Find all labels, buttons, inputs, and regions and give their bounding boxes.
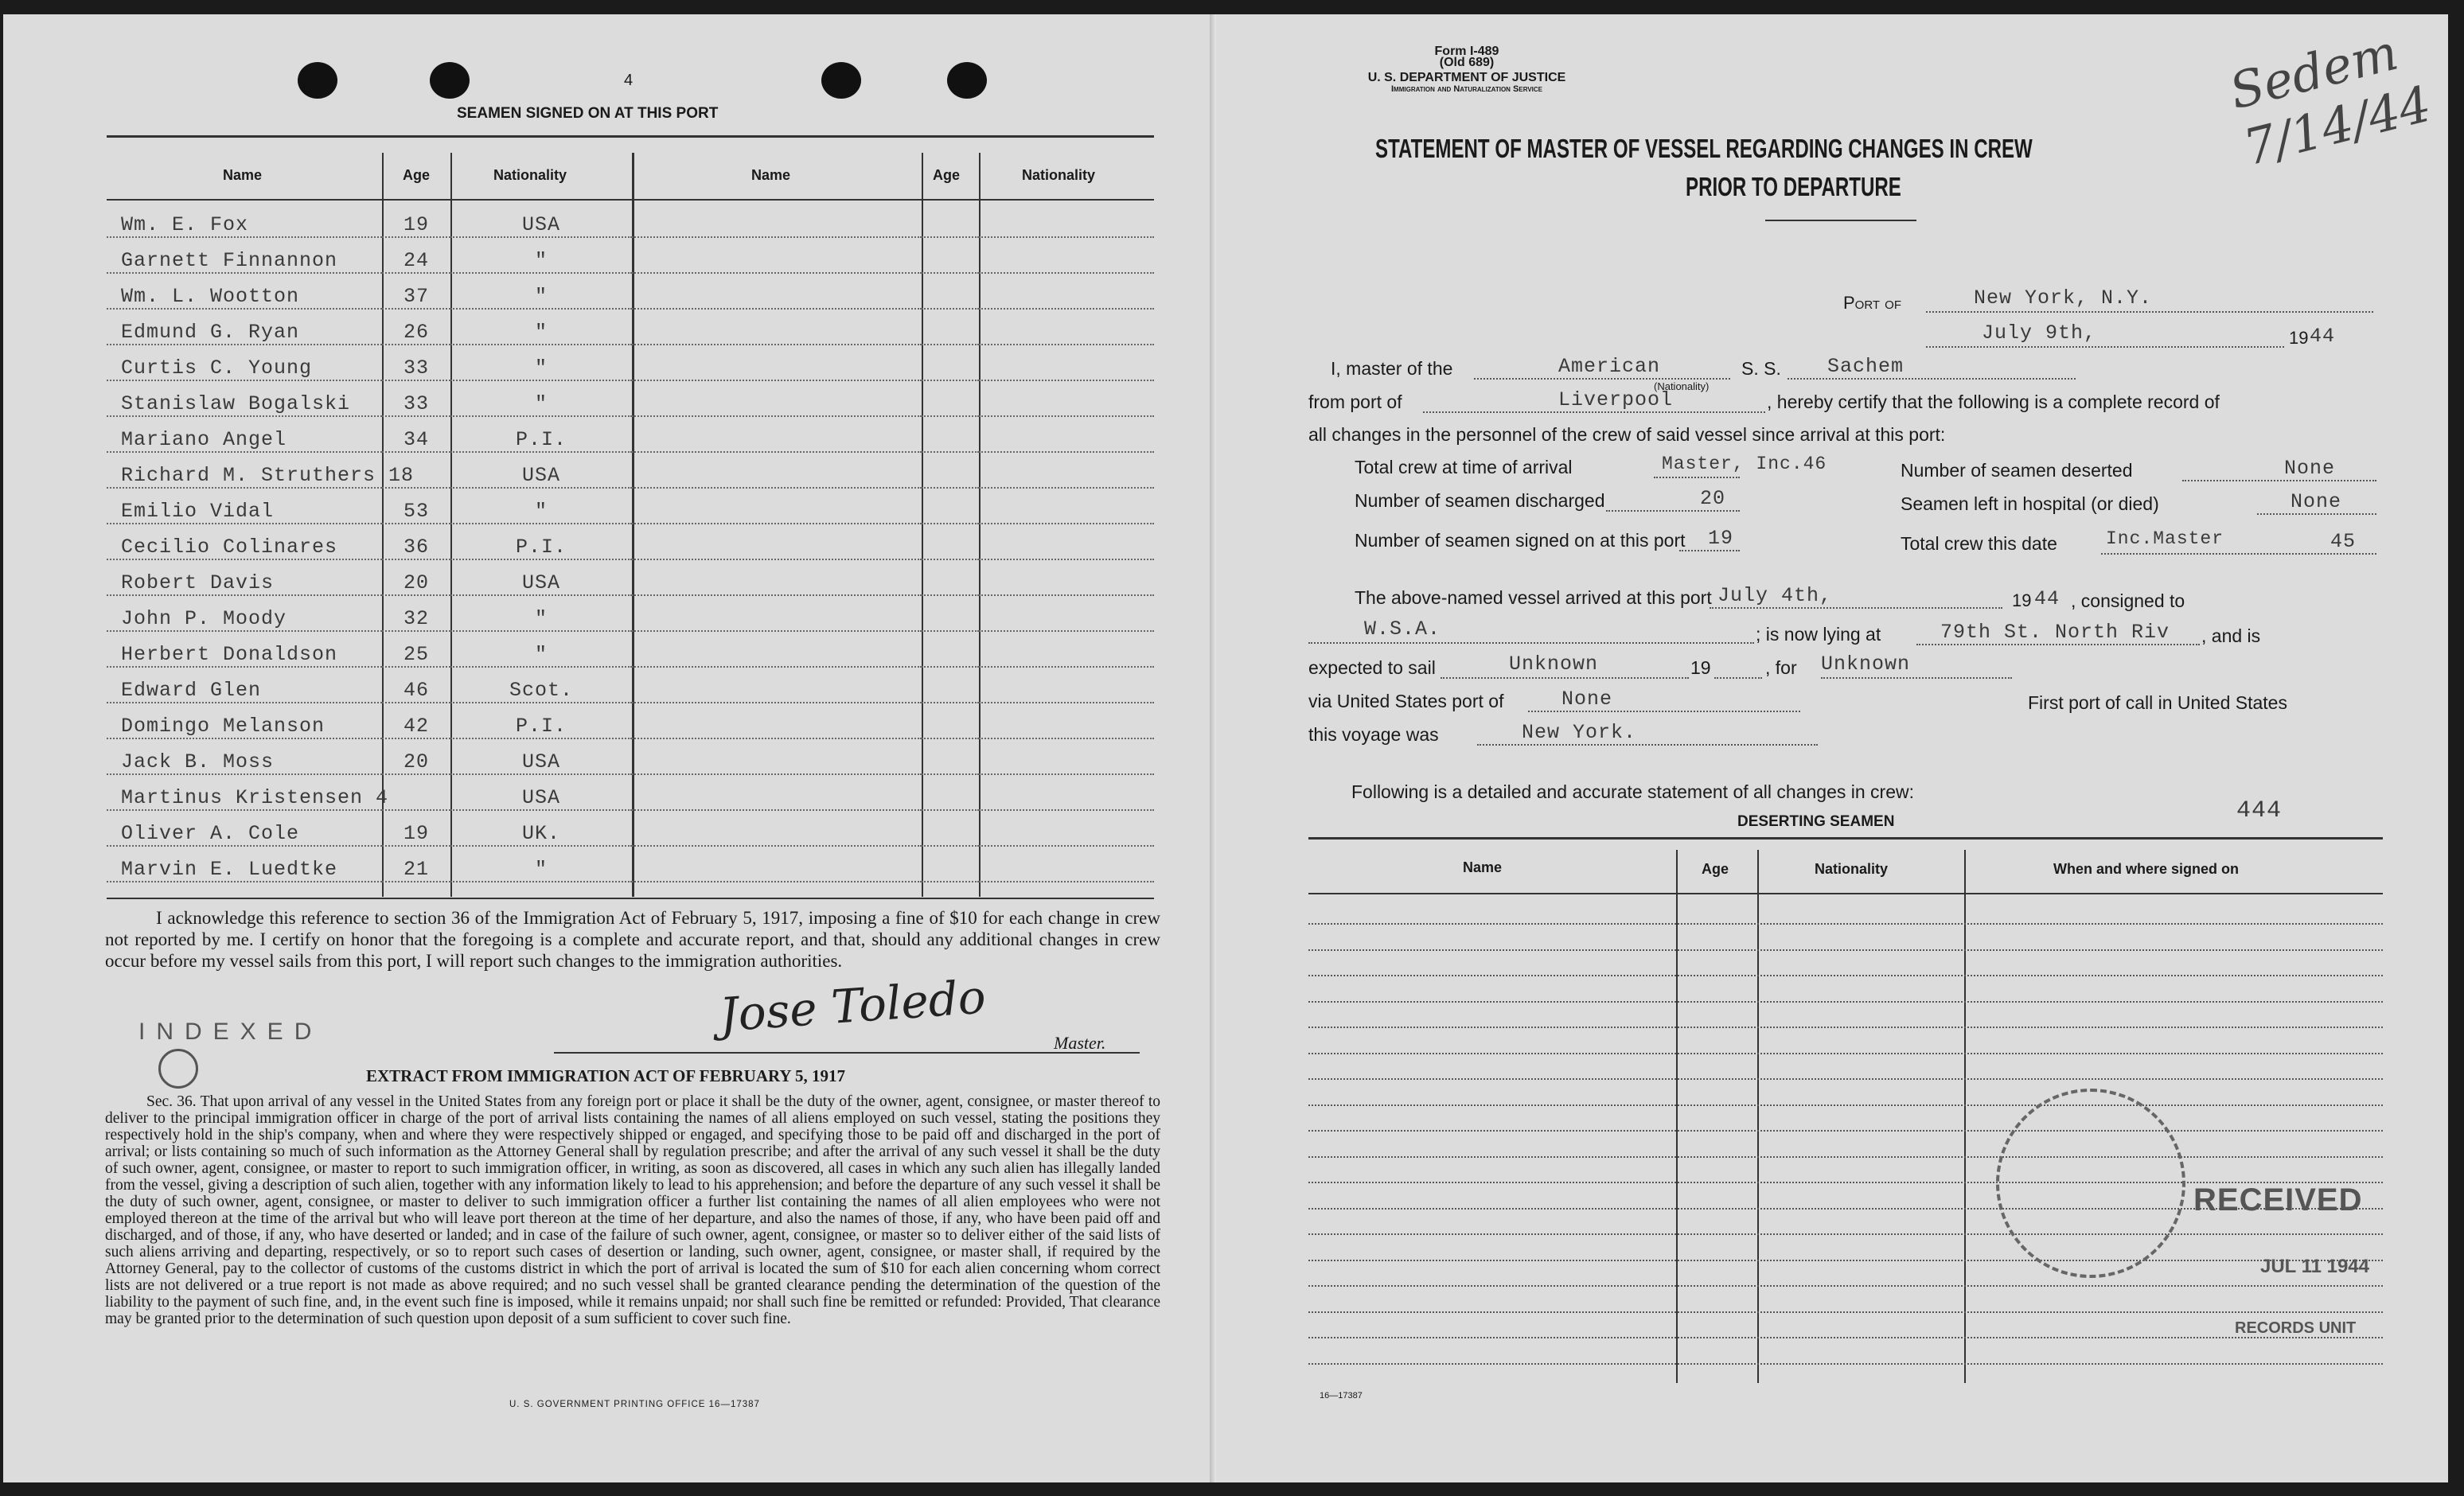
crew-name: Martinus Kristensen 4 xyxy=(107,774,382,810)
table-row xyxy=(107,667,1154,703)
extract-title: EXTRACT FROM IMMIGRATION ACT OF FEBRUARY 5, 1917 xyxy=(366,1066,846,1085)
crew-nationality: " xyxy=(450,380,632,416)
via-label: via United States port of xyxy=(1308,691,1504,711)
total-today-label: Total crew this date xyxy=(1901,533,2057,554)
empty-cell xyxy=(979,703,1154,738)
empty-cell xyxy=(922,380,979,416)
empty-cell xyxy=(922,416,979,452)
department-name: U. S. DEPARTMENT OF JUSTICE xyxy=(1367,71,1566,84)
expected-year-prefix: 19 xyxy=(1690,657,1711,678)
deserting-header-signed-on: When and where signed on xyxy=(2053,861,2240,877)
crew-nationality: USA xyxy=(450,738,632,774)
crew-name: Jack B. Moss xyxy=(107,738,382,774)
deserting-row-line xyxy=(1308,949,2383,951)
deserting-col-divider xyxy=(1676,850,1678,1383)
crew-age: 53 xyxy=(382,488,450,524)
empty-cell xyxy=(922,703,979,738)
page-number: 4 xyxy=(624,72,634,89)
table-row xyxy=(107,846,1154,882)
crew-nationality: UK. xyxy=(450,810,632,846)
punch-hole xyxy=(430,62,470,99)
lying-line xyxy=(1916,644,2200,645)
arrived-value: July 4th, xyxy=(1717,584,1833,607)
crew-nationality: Scot. xyxy=(450,667,632,703)
crew-nationality: " xyxy=(450,595,632,631)
consigned-label: , consigned to xyxy=(2071,590,2185,611)
crew-name: Wm. L. Wootton xyxy=(107,273,382,309)
table-row xyxy=(107,488,1154,524)
form-header xyxy=(1399,46,1534,68)
crew-name: John P. Moody xyxy=(107,595,382,631)
empty-cell xyxy=(979,380,1154,416)
empty-cell xyxy=(979,667,1154,703)
deserting-row-line xyxy=(1308,1078,2383,1080)
table-row xyxy=(107,559,1154,595)
port-value: New York, N.Y. xyxy=(1974,286,2153,310)
voyage-label: this voyage was xyxy=(1308,724,1439,745)
nationality-value: American xyxy=(1558,355,1661,378)
service-name: Immigration and Naturalization Service xyxy=(1390,84,1542,94)
empty-cell xyxy=(979,559,1154,595)
empty-cell xyxy=(922,631,979,667)
empty-cell xyxy=(922,774,979,810)
hospital-value: None xyxy=(2291,490,2342,513)
table-bottom-rule xyxy=(107,898,1154,899)
col-header-name-2: Name xyxy=(751,167,791,183)
empty-cell xyxy=(632,559,922,595)
from-port-label: from port of xyxy=(1308,392,1402,412)
from-port-line xyxy=(1423,411,1765,413)
table-top-rule xyxy=(107,135,1154,138)
deserting-row-line xyxy=(1308,923,2383,925)
empty-cell xyxy=(922,237,979,273)
empty-cell xyxy=(632,631,922,667)
empty-cell xyxy=(922,595,979,631)
deserting-row-line xyxy=(1308,1337,2383,1338)
expected-value: Unknown xyxy=(1509,653,1599,676)
deserting-row-line xyxy=(1308,1311,2383,1313)
empty-cell xyxy=(922,846,979,882)
deserting-row-line xyxy=(1308,1156,2383,1158)
empty-cell xyxy=(632,345,922,380)
deserting-row-line xyxy=(1308,975,2383,976)
empty-cell xyxy=(922,273,979,309)
crew-nationality: " xyxy=(450,273,632,309)
deserting-col-divider xyxy=(1757,850,1759,1383)
crew-name: Marvin E. Luedtke xyxy=(107,846,382,882)
via-line xyxy=(1528,711,1800,712)
empty-cell xyxy=(632,452,922,488)
first-port-label: First port of call in United States xyxy=(2028,692,2287,713)
empty-cell xyxy=(979,452,1154,488)
via-value: None xyxy=(1561,688,1613,711)
crew-age: 25 xyxy=(382,631,450,667)
signed-on-label: Number of seamen signed on at this port xyxy=(1355,530,1686,551)
empty-cell xyxy=(979,345,1154,380)
crew-age: 20 xyxy=(382,559,450,595)
table-row xyxy=(107,202,1154,237)
table-row xyxy=(107,452,1154,488)
empty-cell xyxy=(979,774,1154,810)
empty-cell xyxy=(632,524,922,559)
total-crew-arrival-line xyxy=(1654,477,1740,478)
crew-name: Cecilio Colinares xyxy=(107,524,382,559)
table-row xyxy=(107,774,1154,810)
crew-nationality: " xyxy=(450,309,632,345)
crew-name: Curtis C. Young xyxy=(107,345,382,380)
crew-age: 24 xyxy=(382,237,450,273)
table-row xyxy=(107,345,1154,380)
empty-cell xyxy=(632,237,922,273)
arrived-year-prefix: 19 xyxy=(2012,590,2032,610)
table-row xyxy=(107,631,1154,667)
empty-cell xyxy=(632,595,922,631)
crew-nationality: " xyxy=(450,488,632,524)
deserting-table-top xyxy=(1308,837,2383,840)
department-header xyxy=(1320,72,1614,95)
deserting-row-line xyxy=(1308,1027,2383,1028)
empty-cell xyxy=(979,488,1154,524)
section-36-text: Sec. 36. That upon arrival of any vessel in the United States from any foreign port or place it shall be the duty of the owner, agent, consignee, or master thereof to deliver to the principal immigration officer in charge of the port of arrival lists containing the names of all aliens employed on such vessel, stating the positions they respectively hold in the ship's company, when and where they were respectively shipped or engaged, and specifying those to be paid off and discharged in the port of arrival; or lists containing so much of such information as the Attorney General shall by regulation prescribe; and after the arrival of any such vessel it shall be the duty of such owner, agent, consignee, or master to report to such immigration officer, in writing, as soon as discovered, all cases in which any such alien has illegally landed from the vessel, giving a description of such alien, together with any information likely to lead to his apprehension; and before the departure of any such vessel it shall be the duty of such owner, agent, consignee, or master to deliver to such immigration officer a further list containing the names of all alien employees who were not employed thereon at the time of the arrival but who will leave port thereon at the time of her departure, and also the names of those, if any, who have been paid off and discharged, and of those, if any, who have deserted or landed; and in case of the failure of such owner, agent, consignee, or master so to deliver either of the said lists of such aliens arriving and departing, respectively, or so to report such cases of desertion or landing, such owner, agent, consignee, or master shall, if required by the Attorney General, pay to the collector of customs of the customs district in which the port of arrival is located the sum of $10 for each alien concerning whom correct lists are not delivered or a true report is not made as above required; and no such vessel shall be granted clearance pending the determination of the question of the liability to the payment of such fine, and, in the event such fine is imposed, while it remains unpaid; nor shall such fine be remitted or refunded: Provided, That clearance may be granted prior to the determination of such question upon deposit of a sum sufficient to cover such fine. xyxy=(105,1093,1160,1327)
ship-line xyxy=(1788,378,2076,380)
empty-cell xyxy=(922,810,979,846)
year-prefix: 19 xyxy=(2289,328,2309,348)
deserting-header-nationality: Nationality xyxy=(1815,861,1889,877)
round-stamp xyxy=(1996,1089,2185,1278)
empty-cell xyxy=(632,667,922,703)
total-crew-arrival-value: Master, Inc.46 xyxy=(1662,454,1827,474)
deserted-line xyxy=(2182,480,2376,481)
col-header-name: Name xyxy=(223,167,263,183)
empty-cell xyxy=(922,345,979,380)
indexed-stamp: INDEXED xyxy=(138,1019,323,1045)
crew-nationality: USA xyxy=(450,202,632,237)
arrived-year: 44 xyxy=(2034,587,2060,610)
empty-cell xyxy=(922,559,979,595)
empty-cell xyxy=(979,237,1154,273)
empty-cell xyxy=(922,309,979,345)
empty-cell xyxy=(632,273,922,309)
crew-nationality: USA xyxy=(450,452,632,488)
expected-year-line xyxy=(1714,677,1762,679)
empty-cell xyxy=(979,810,1154,846)
empty-cell xyxy=(632,202,922,237)
empty-cell xyxy=(979,738,1154,774)
consignee-value: W.S.A. xyxy=(1364,617,1441,641)
empty-cell xyxy=(632,810,922,846)
empty-cell xyxy=(922,738,979,774)
crew-age: 19 xyxy=(382,810,450,846)
table-row xyxy=(107,524,1154,559)
crew-nationality: USA xyxy=(450,774,632,810)
empty-cell xyxy=(979,309,1154,345)
signed-on-line xyxy=(1679,550,1740,551)
empty-cell xyxy=(979,416,1154,452)
arrived-label: The above-named vessel arrived at this port xyxy=(1355,587,1712,608)
table-row xyxy=(107,703,1154,738)
deserting-row-line xyxy=(1308,1260,2383,1261)
empty-cell xyxy=(632,738,922,774)
deserted-value: None xyxy=(2284,457,2336,480)
crew-nationality: P.I. xyxy=(450,416,632,452)
voyage-value: New York. xyxy=(1522,721,1637,744)
deserting-row-line xyxy=(1308,1363,2383,1365)
punch-hole xyxy=(947,62,987,99)
port-label: Port of xyxy=(1843,293,1902,313)
master-signature: Jose Toledo xyxy=(718,969,988,1042)
deserting-header-age: Age xyxy=(1702,861,1729,877)
crew-name: Herbert Donaldson xyxy=(107,631,382,667)
right-page xyxy=(1216,14,2448,1482)
signed-on-value: 19 xyxy=(1708,527,1734,550)
hospital-label: Seamen left in hospital (or died) xyxy=(1901,493,2159,514)
expected-line xyxy=(1441,677,1689,679)
discharged-line xyxy=(1606,510,1740,512)
deserting-col-divider xyxy=(1964,850,1966,1383)
date-value: July 9th, xyxy=(1982,321,2097,345)
deserting-table-header-rule xyxy=(1308,893,2383,894)
crew-age: 33 xyxy=(382,345,450,380)
handwritten-note: Sedem 7/14/44 xyxy=(2224,22,2437,177)
crew-age: 42 xyxy=(382,703,450,738)
total-today-value-2: 45 xyxy=(2330,530,2357,553)
form-subtitle: PRIOR TO DEPARTURE xyxy=(1686,172,1901,201)
total-today-value: Inc.Master xyxy=(2106,528,2224,549)
following-text: Following is a detailed and accurate statement of all changes in crew: xyxy=(1351,781,1915,802)
ss-label: S. S. xyxy=(1741,358,1781,379)
ship-value: Sachem xyxy=(1827,355,1905,378)
empty-cell xyxy=(979,524,1154,559)
crew-name: Domingo Melanson xyxy=(107,703,382,738)
empty-cell xyxy=(922,524,979,559)
crew-age: 46 xyxy=(382,667,450,703)
empty-cell xyxy=(979,595,1154,631)
crew-nationality: " xyxy=(450,237,632,273)
discharged-label: Number of seamen discharged xyxy=(1355,490,1605,511)
crew-name: Garnett Finnannon xyxy=(107,237,382,273)
table-row xyxy=(107,416,1154,452)
crew-age: 32 xyxy=(382,595,450,631)
acknowledgment-text: I acknowledge this reference to section 36 of the Immigration Act of February 5, 1917, imposing a fine of $10 for each change in crew not reported by me. I certify on honor that the foregoing is a complete and accurate report, and that, should any additional changes in crew occur before my vessel sails from this port, I will report such changes to the immigration authorities. xyxy=(105,908,1160,971)
empty-cell xyxy=(922,488,979,524)
lying-label: ; is now lying at xyxy=(1756,624,1881,645)
empty-cell xyxy=(632,774,922,810)
table-row xyxy=(107,309,1154,345)
nationality-caption: (Nationality) xyxy=(1654,380,1710,392)
crew-age: 21 xyxy=(382,846,450,882)
printing-office: U. S. GOVERNMENT PRINTING OFFICE 16—17387 xyxy=(509,1400,760,1409)
crew-name: Emilio Vidal xyxy=(107,488,382,524)
left-page xyxy=(3,14,1221,1482)
crew-age: 19 xyxy=(382,202,450,237)
port-line xyxy=(1926,311,2373,313)
crew-age: 26 xyxy=(382,309,450,345)
year-suffix: 44 xyxy=(2310,325,2336,348)
for-line xyxy=(1821,677,2012,679)
table-header-rule xyxy=(107,199,1154,201)
crew-nationality: P.I. xyxy=(450,703,632,738)
empty-cell xyxy=(632,488,922,524)
and-is-label: , and is xyxy=(2201,625,2261,646)
empty-cell xyxy=(922,452,979,488)
table-row xyxy=(107,273,1154,309)
for-value: Unknown xyxy=(1821,653,1911,676)
consignee-line xyxy=(1308,642,1754,644)
total-today-line xyxy=(2101,553,2376,555)
arrived-line xyxy=(1710,607,2002,609)
crew-name: Richard M. Struthers 18 xyxy=(107,452,382,488)
empty-cell xyxy=(979,631,1154,667)
deserting-row-line xyxy=(1308,1285,2383,1287)
title-underline xyxy=(1765,220,1916,221)
certify-text: , hereby certify that the following is a complete record of xyxy=(1767,392,2220,412)
signature-line xyxy=(554,1052,1140,1054)
master-label: Master. xyxy=(1054,1033,1106,1053)
form-title: STATEMENT OF MASTER OF VESSEL REGARDING CHANGES IN CREW xyxy=(1375,134,2033,163)
for-label: , for xyxy=(1765,657,1797,678)
deserting-title: DESERTING SEAMEN xyxy=(1737,813,1895,830)
table-row xyxy=(107,380,1154,416)
deserting-row-line xyxy=(1308,1001,2383,1003)
from-port-value: Liverpool xyxy=(1558,388,1674,411)
crew-name: Edmund G. Ryan xyxy=(107,309,382,345)
master-of-label: I, master of the xyxy=(1331,358,1453,379)
crew-table xyxy=(107,202,1154,882)
crew-age: 34 xyxy=(382,416,450,452)
crew-name: Robert Davis xyxy=(107,559,382,595)
empty-cell xyxy=(632,703,922,738)
stamp-circle xyxy=(158,1049,198,1089)
discharged-value: 20 xyxy=(1700,487,1726,510)
crew-age xyxy=(382,774,450,810)
table-row xyxy=(107,595,1154,631)
received-date: JUL 11 1944 xyxy=(2260,1256,2370,1277)
footer-code: 16—17387 xyxy=(1320,1391,1363,1401)
crew-age: 37 xyxy=(382,273,450,309)
crew-name: Edward Glen xyxy=(107,667,382,703)
crew-name: Wm. E. Fox xyxy=(107,202,382,237)
col-header-nationality: Nationality xyxy=(493,167,567,183)
empty-cell xyxy=(632,846,922,882)
deserting-row-line xyxy=(1308,1233,2383,1235)
nationality-line xyxy=(1474,378,1730,380)
crew-name: Mariano Angel xyxy=(107,416,382,452)
empty-cell xyxy=(632,380,922,416)
crew-nationality: " xyxy=(450,631,632,667)
hospital-line xyxy=(2257,513,2376,515)
crew-age: 20 xyxy=(382,738,450,774)
crew-nationality: " xyxy=(450,345,632,380)
deserting-row-line xyxy=(1308,1053,2383,1054)
deserting-row-line xyxy=(1308,1104,2383,1106)
empty-cell xyxy=(632,416,922,452)
crew-age: 33 xyxy=(382,380,450,416)
crew-nationality: " xyxy=(450,846,632,882)
date-line xyxy=(1926,346,2284,348)
col-header-age: Age xyxy=(403,167,431,183)
records-unit: RECORDS UNIT xyxy=(2235,1319,2357,1337)
deserting-row-line xyxy=(1308,1130,2383,1132)
voyage-line xyxy=(1477,744,1818,746)
deserting-header-name: Name xyxy=(1463,859,1503,875)
punch-hole xyxy=(821,62,861,99)
crew-nationality: USA xyxy=(450,559,632,595)
table-row xyxy=(107,810,1154,846)
crew-name: Stanislaw Bogalski xyxy=(107,380,382,416)
table-row xyxy=(107,738,1154,774)
empty-cell xyxy=(632,309,922,345)
punch-hole xyxy=(298,62,337,99)
empty-cell xyxy=(979,273,1154,309)
total-crew-arrival-label: Total crew at time of arrival xyxy=(1355,457,1573,477)
empty-cell xyxy=(922,202,979,237)
mark-444: 444 xyxy=(2236,797,2283,824)
lying-value: 79th St. North Riv xyxy=(1940,621,2170,644)
certify-text-2: all changes in the personnel of the crew of said vessel since arrival at this port: xyxy=(1308,424,1946,445)
received-stamp: RECEIVED xyxy=(2193,1182,2363,1217)
crew-name: Oliver A. Cole xyxy=(107,810,382,846)
empty-cell xyxy=(922,667,979,703)
crew-nationality: P.I. xyxy=(450,524,632,559)
form-number: Form I-489 xyxy=(1434,45,1499,58)
section-title: SEAMEN SIGNED ON AT THIS PORT xyxy=(457,105,719,122)
empty-cell xyxy=(979,846,1154,882)
form-old-number: (Old 689) xyxy=(1439,56,1495,69)
table-row xyxy=(107,237,1154,273)
col-header-nationality-2: Nationality xyxy=(1022,167,1096,183)
crew-age: 36 xyxy=(382,524,450,559)
expected-label: expected to sail xyxy=(1308,657,1436,678)
deserted-label: Number of seamen deserted xyxy=(1901,460,2133,481)
col-header-age-2: Age xyxy=(933,167,961,183)
empty-cell xyxy=(979,202,1154,237)
